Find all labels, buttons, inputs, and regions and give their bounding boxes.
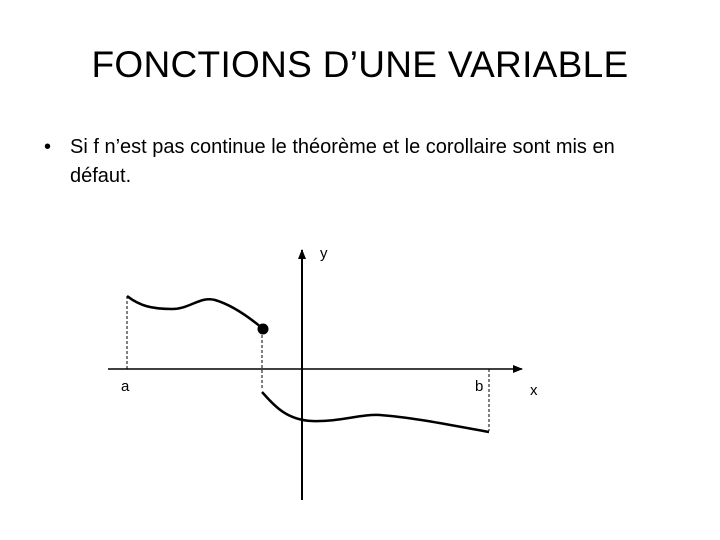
curve-right-branch [262, 392, 489, 432]
bullet-symbol: • [44, 136, 52, 158]
slide-title: FONCTIONS D’UNE VARIABLE [91, 44, 629, 85]
x-axis-label: x [530, 382, 538, 399]
discontinuity-point [258, 324, 269, 335]
left-bound-label: a [121, 378, 130, 395]
bullet-text: Si f n’est pas continue le théorème et le corollaire sont mis en défaut. [70, 136, 615, 187]
right-bound-label: b [475, 378, 484, 395]
curve-left-branch [127, 296, 262, 328]
y-axis-label: y [320, 245, 328, 262]
